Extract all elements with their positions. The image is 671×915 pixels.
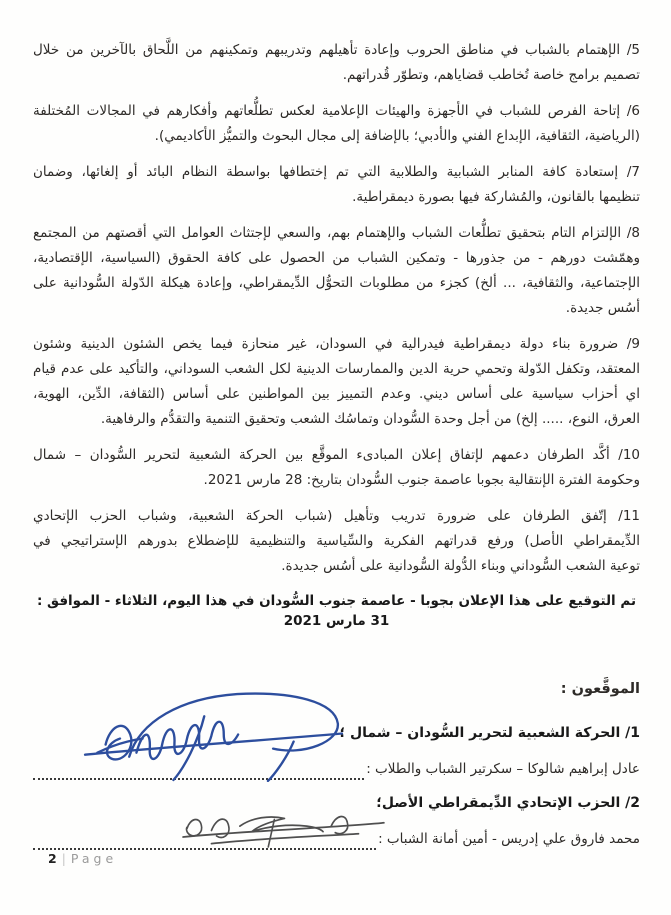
paragraph-line: وهمّشت دورهم - من جذورها - وتمكين الشباب من الحصول على كافة الحقوق (السياسية، الإقتصادية، <box>33 250 640 266</box>
paragraph-line: 5/ الإهتمام بالشباب في مناطق الحروب وإعادة تأهيلهم وتدريبهم وتمكينهم من اللَّحاق بالآخرين من خلال <box>33 42 640 58</box>
signature-dotted-line <box>33 762 364 780</box>
signature-dotted-line <box>33 832 376 850</box>
paragraph-item-7 <box>33 160 640 210</box>
footer-separator: | <box>61 851 66 866</box>
paragraph-line: وحكومة الفترة الإنتقالية بجوبا عاصمة جنوب السُّودان بتاريخ: 28 مارس 2021. <box>203 472 640 488</box>
document-body <box>33 38 640 850</box>
party-2-title: 2/ الحزب الإتحادي الدِّيمقراطي الأصل؛ <box>376 795 640 811</box>
paragraph-item-11 <box>33 504 640 579</box>
paragraph-line: العرق، النوع، ..... إلخ) من أجل وحدة السُّودان وتماسُك الشعب وتحقيق التنمية والتقدُّم والرفاهية. <box>100 411 640 427</box>
paragraph-line: المعتقد، وتكفل الدّولة وتحمي حرية الدين والممارسات الدينية لكل الشعب السوداني، والتأكيد على عدم قيام <box>33 361 640 377</box>
signatories-label: الموقَّعون : <box>560 681 640 697</box>
paragraph-line: 7/ إستعادة كافة المنابر الشبابية والطلابية التي تم إختطافها بواسطة النظام البائد أو إلغائها، وضمان <box>33 164 640 180</box>
page-number: 2 <box>48 851 57 866</box>
paragraph-item-6 <box>33 99 640 149</box>
paragraph-line: أسُس جديدة. <box>565 300 640 316</box>
party-1-signer-row <box>33 756 640 780</box>
paragraph-line: تصميم برامج خاصة تُخاطب قضاياهم، وتطوّر قُدراتهم. <box>342 67 640 83</box>
page-footer <box>48 851 117 866</box>
party-2-signer-row <box>33 826 640 850</box>
paragraph-item-10 <box>33 443 640 493</box>
signed-statement: تم التوقيع على هذا الإعلان بجوبا - عاصمة جنوب السُّودان في هذا اليوم، الثلاثاء - الموافق : 31 مارس 2021 <box>36 593 637 629</box>
party-2-signer-label: محمد فاروق علي إدريس - أمين أمانة الشباب : <box>378 831 640 847</box>
footer-page-word: Page <box>70 851 118 866</box>
party-1-title: 1/ الحركة الشعبية لتحرير السُّودان – شمال ؛ <box>339 725 640 741</box>
paragraph-item-9 <box>33 332 640 432</box>
paragraph-line: الإجتماعية، والثقافية، ... ألخ) كجزء من مطلوبات التحوُّل الدِّيمقراطي، وإعادة هيكلة الدّولة السُّودانية على <box>33 275 640 291</box>
party-1-signer-label: عادل إبراهيم شالوكا – سكرتير الشباب والطلاب : <box>366 761 640 777</box>
paragraph-line: 11/ إتّفق الطرفان على ضرورة تدريب وتأهيل (شباب الحركة الشعبية، وشباب الحزب الإتحادي <box>33 508 640 524</box>
paragraph-item-5 <box>33 38 640 88</box>
paragraph-line: الدِّيمقراطي الأصل) ورفع قدراتهم الفكرية والسِّياسية والتنظيمية للإضطلاع بدورهم الإستراتيجي في <box>33 533 640 549</box>
paragraph-line: اي أحزاب سياسية على أساس ديني. وعدم التمييز بين المواطنين على أساس (الثقافة، الدِّين، الهوية، <box>33 386 640 402</box>
paragraph-line: توعية الشعب السُّوداني وبناء الدُّولة السُّودانية على أسُس جديدة. <box>281 558 640 574</box>
paragraph-line: 6/ إتاحة الفرص للشباب في الأجهزة والهيئات الإعلامية لعكس تطلُّعاتهم وأفكارهم في المجالات المُختلفة <box>33 103 640 119</box>
paragraph-line: (الرياضية، الثقافية، الإبداع الفني والأدبي؛ بالإضافة إلى مجال البحوث والتميُّز الأكاديمي). <box>154 128 640 144</box>
paragraph-line: 8/ الإلتزام التام بتحقيق تطلُّعات الشباب والإهتمام بهم، والسعي لإجتثاث العوامل التي أقصتهم من المجتمع <box>33 225 640 241</box>
paragraph-line: 10/ أكَّد الطرفان دعمهم لإتفاق إعلان المبادىء الموقَّع بين الحركة الشعبية لتحرير السُّودان – شمال <box>33 447 640 463</box>
paragraph-line: تنظيمها بالقانون، والمُشاركة فيها بصورة ديمقراطية. <box>352 189 640 205</box>
paragraph-line: 9/ ضرورة بناء دولة ديمقراطية فيدرالية في السودان، غير منحازة فيما يخص الشئون الدينية وشئون <box>33 336 640 352</box>
paragraph-item-8 <box>33 221 640 321</box>
